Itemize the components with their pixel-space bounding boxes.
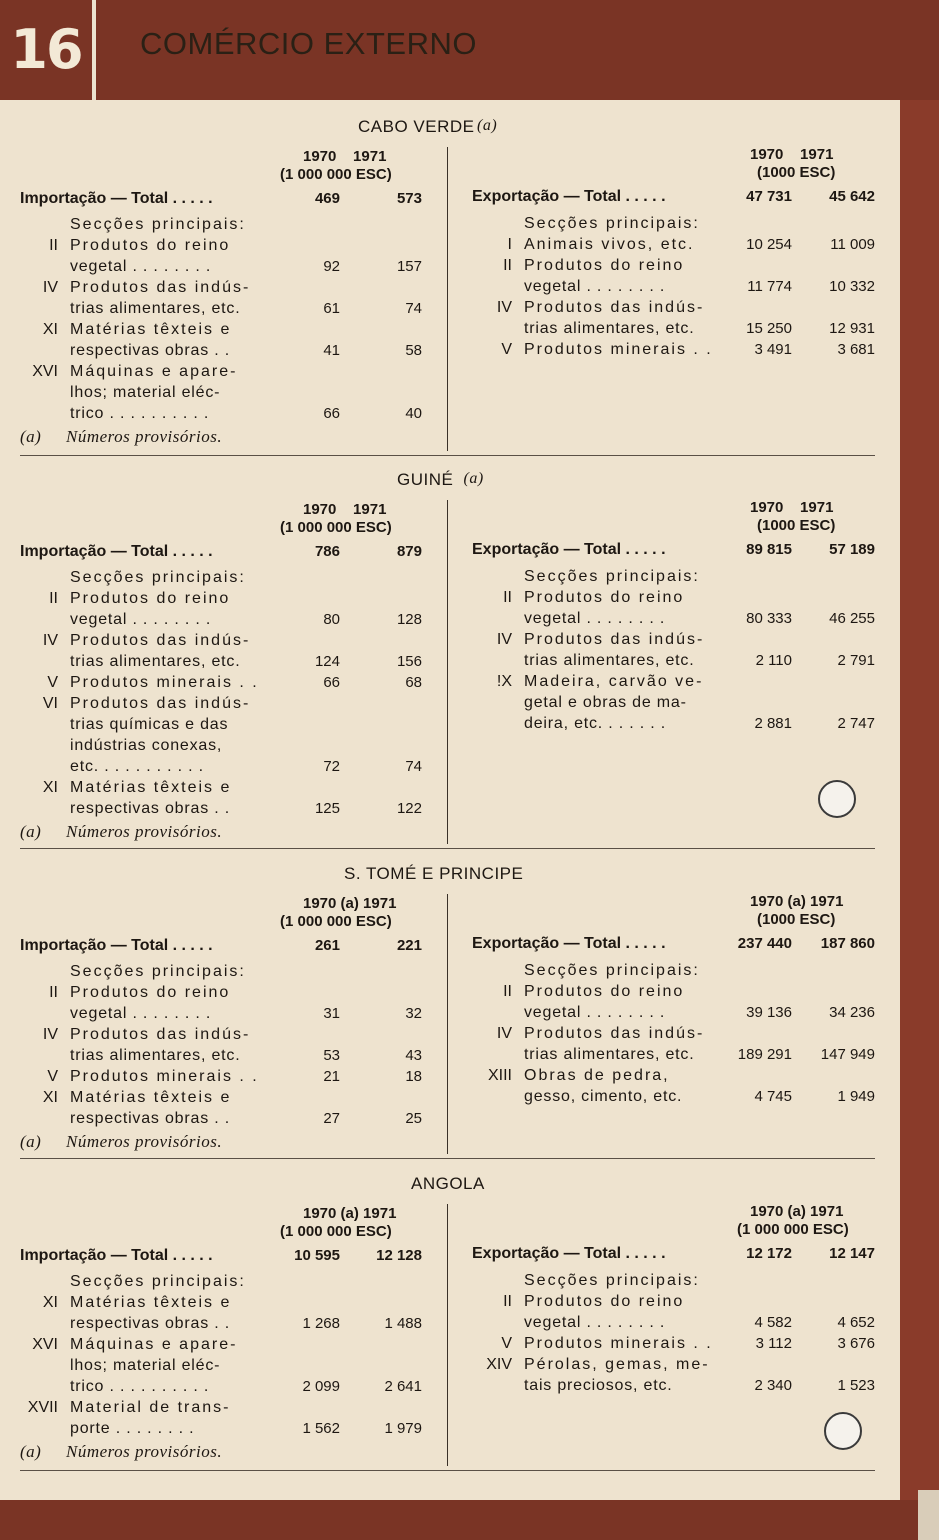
export-section-roman: II bbox=[503, 257, 512, 274]
export-value-1970: 2 881 bbox=[754, 715, 792, 732]
export-value-1970: 189 291 bbox=[737, 1046, 792, 1063]
import-total-1971: 573 bbox=[396, 190, 422, 207]
export-section-label: getal e obras de ma- bbox=[524, 694, 687, 711]
import-section-label: indústrias conexas, bbox=[70, 737, 223, 754]
import-section-label: respectivas obras . . bbox=[70, 1110, 230, 1127]
import-total-1970: 786 bbox=[314, 543, 340, 560]
import-section-label: Material de trans- bbox=[70, 1399, 231, 1416]
import-section-roman: XI bbox=[42, 321, 58, 338]
export-section-roman: II bbox=[503, 589, 512, 606]
import-section-label: Matérias têxteis e bbox=[70, 321, 232, 338]
import-total-label: Importação — Total . . . . . bbox=[20, 543, 213, 560]
import-section-roman: VI bbox=[42, 695, 58, 712]
section-separator bbox=[20, 848, 875, 849]
import-value-1970: 41 bbox=[323, 342, 340, 359]
export-section-roman: V bbox=[501, 1335, 512, 1352]
footnote-mark: (a) bbox=[20, 1132, 42, 1151]
import-value-1970: 92 bbox=[323, 258, 340, 275]
page-title: COMÉRCIO EXTERNO bbox=[140, 26, 477, 61]
export-section-label: Produtos do reino bbox=[524, 983, 685, 1000]
import-subhead: Secções principais: bbox=[70, 963, 246, 980]
import-section-roman: XI bbox=[42, 1089, 58, 1106]
footnote-mark: (a) bbox=[20, 427, 42, 446]
export-total-1971: 12 147 bbox=[829, 1245, 875, 1262]
import-value-1970: 27 bbox=[323, 1110, 340, 1127]
import-section-roman: V bbox=[47, 674, 58, 691]
export-value-1971: 147 949 bbox=[820, 1046, 875, 1063]
export-section-roman: II bbox=[503, 1293, 512, 1310]
section-separator bbox=[20, 455, 875, 456]
footnote-text: Números provisórios. bbox=[66, 1442, 223, 1461]
import-total-label: Importação — Total . . . . . bbox=[20, 937, 213, 954]
import-value-1970: 31 bbox=[323, 1005, 340, 1022]
export-section-label: trias alimentares, etc. bbox=[524, 320, 695, 337]
export-section-label: trias alimentares, etc. bbox=[524, 1046, 695, 1063]
export-value-1970: 15 250 bbox=[746, 320, 792, 337]
import-total-label: Importação — Total . . . . . bbox=[20, 1247, 213, 1264]
import-subhead: Secções principais: bbox=[70, 1273, 246, 1290]
export-total-1971: 187 860 bbox=[820, 935, 875, 952]
import-section-label: Produtos do reino bbox=[70, 237, 231, 254]
import-section-roman: II bbox=[49, 590, 58, 607]
export-subhead: Secções principais: bbox=[524, 568, 700, 585]
export-unit-header: (1000 ESC) bbox=[757, 164, 836, 181]
export-section-label: Produtos do reino bbox=[524, 589, 685, 606]
import-section-label: Produtos do reino bbox=[70, 590, 231, 607]
export-section-roman: XIII bbox=[487, 1067, 512, 1084]
export-value-1971: 1 523 bbox=[837, 1377, 875, 1394]
import-total-label: Importação — Total . . . . . bbox=[20, 190, 213, 207]
import-unit-header: (1 000 000 ESC) bbox=[280, 1223, 392, 1240]
export-total-label: Exportação — Total . . . . . bbox=[472, 1245, 666, 1262]
export-value-1970: 80 333 bbox=[746, 610, 792, 627]
section-separator bbox=[20, 1158, 875, 1159]
import-years-header: 1970 1971 bbox=[303, 501, 387, 518]
import-section-label: Produtos do reino bbox=[70, 984, 231, 1001]
import-section-label: respectivas obras . . bbox=[70, 1315, 230, 1332]
import-section-label: Produtos das indús- bbox=[70, 1026, 251, 1043]
export-years-header: 1970 1971 bbox=[750, 499, 834, 516]
export-section-label: Madeira, carvão ve- bbox=[524, 673, 704, 690]
import-value-1970: 66 bbox=[323, 674, 340, 691]
import-value-1971: 1 979 bbox=[384, 1420, 422, 1437]
footnote-text: Números provisórios. bbox=[66, 427, 223, 446]
export-section-label: Produtos minerais . . bbox=[524, 1335, 713, 1352]
export-section-roman: II bbox=[503, 983, 512, 1000]
import-section-label: etc. . . . . . . . . . . bbox=[70, 758, 204, 775]
import-section-roman: IV bbox=[42, 1026, 58, 1043]
section-separator bbox=[20, 1470, 875, 1471]
export-value-1970: 39 136 bbox=[746, 1004, 792, 1021]
import-section-label: trias alimentares, etc. bbox=[70, 300, 241, 317]
export-section-label: vegetal . . . . . . . . bbox=[524, 1314, 666, 1331]
export-section-roman: V bbox=[501, 341, 512, 358]
import-section-label: Produtos minerais . . bbox=[70, 674, 259, 691]
export-section-label: tais preciosos, etc. bbox=[524, 1377, 673, 1394]
import-section-roman: II bbox=[49, 237, 58, 254]
country-note-mark: (a) bbox=[477, 117, 498, 134]
import-section-label: trias químicas e das bbox=[70, 716, 229, 733]
export-section-label: Animais vivos, etc. bbox=[524, 236, 695, 253]
import-value-1970: 1 268 bbox=[302, 1315, 340, 1332]
country-name: ANGOLA bbox=[411, 1174, 485, 1193]
export-section-label: Produtos do reino bbox=[524, 1293, 685, 1310]
right-border-strip bbox=[900, 100, 939, 1540]
export-total-label: Exportação — Total . . . . . bbox=[472, 935, 666, 952]
import-section-roman: XI bbox=[42, 779, 58, 796]
import-value-1971: 2 641 bbox=[384, 1378, 422, 1395]
export-section-roman: IV bbox=[496, 299, 512, 316]
export-total-label: Exportação — Total . . . . . bbox=[472, 541, 666, 558]
import-value-1971: 1 488 bbox=[384, 1315, 422, 1332]
import-value-1971: 74 bbox=[405, 758, 422, 775]
footnote-mark: (a) bbox=[20, 822, 42, 841]
export-years-header: 1970 (a) 1971 bbox=[750, 1203, 844, 1220]
export-value-1971: 46 255 bbox=[829, 610, 875, 627]
import-value-1971: 25 bbox=[405, 1110, 422, 1127]
import-value-1970: 61 bbox=[323, 300, 340, 317]
export-value-1970: 10 254 bbox=[746, 236, 792, 253]
export-section-label: vegetal . . . . . . . . bbox=[524, 1004, 666, 1021]
export-unit-header: (1000 ESC) bbox=[757, 517, 836, 534]
column-divider bbox=[447, 1204, 448, 1466]
import-unit-header: (1 000 000 ESC) bbox=[280, 913, 392, 930]
export-section-label: gesso, cimento, etc. bbox=[524, 1088, 683, 1105]
footnote-text: Números provisórios. bbox=[66, 822, 223, 841]
import-section-label: porte . . . . . . . . bbox=[70, 1420, 195, 1437]
hole-punch bbox=[824, 1412, 862, 1450]
import-value-1971: 18 bbox=[405, 1068, 422, 1085]
import-section-label: Produtos das indús- bbox=[70, 632, 251, 649]
export-total-1970: 12 172 bbox=[746, 1245, 792, 1262]
import-section-label: trico . . . . . . . . . . bbox=[70, 405, 210, 422]
import-section-roman: IV bbox=[42, 632, 58, 649]
export-value-1970: 3 112 bbox=[755, 1335, 792, 1352]
import-unit-header: (1 000 000 ESC) bbox=[280, 519, 392, 536]
export-unit-header: (1 000 000 ESC) bbox=[737, 1221, 849, 1238]
export-unit-header: (1000 ESC) bbox=[757, 911, 836, 928]
export-value-1970: 3 491 bbox=[754, 341, 792, 358]
export-value-1971: 11 009 bbox=[830, 236, 875, 253]
export-value-1970: 4 582 bbox=[754, 1314, 792, 1331]
import-value-1970: 2 099 bbox=[302, 1378, 340, 1395]
import-value-1971: 68 bbox=[405, 674, 422, 691]
import-years-header: 1970 (a) 1971 bbox=[303, 1205, 397, 1222]
import-years-header: 1970 (a) 1971 bbox=[303, 895, 397, 912]
import-value-1970: 125 bbox=[314, 800, 340, 817]
import-section-label: respectivas obras . . bbox=[70, 342, 230, 359]
export-total-1970: 89 815 bbox=[746, 541, 792, 558]
import-total-1971: 12 128 bbox=[376, 1247, 422, 1264]
import-total-1970: 469 bbox=[314, 190, 340, 207]
import-section-roman: XVII bbox=[27, 1399, 58, 1416]
import-section-roman: XVI bbox=[32, 1336, 58, 1353]
import-section-label: trias alimentares, etc. bbox=[70, 1047, 241, 1064]
export-years-header: 1970 (a) 1971 bbox=[750, 893, 844, 910]
export-subhead: Secções principais: bbox=[524, 1272, 700, 1289]
export-value-1971: 3 676 bbox=[837, 1335, 875, 1352]
import-total-1971: 221 bbox=[396, 937, 422, 954]
import-section-label: respectivas obras . . bbox=[70, 800, 230, 817]
import-value-1971: 156 bbox=[396, 653, 422, 670]
export-total-1970: 237 440 bbox=[737, 935, 792, 952]
import-section-label: Matérias têxteis e bbox=[70, 1294, 232, 1311]
import-value-1970: 21 bbox=[323, 1068, 340, 1085]
export-section-label: Pérolas, gemas, me- bbox=[524, 1356, 710, 1373]
export-value-1971: 34 236 bbox=[829, 1004, 875, 1021]
import-value-1970: 72 bbox=[323, 758, 340, 775]
export-section-roman: I bbox=[507, 236, 512, 253]
import-value-1970: 80 bbox=[323, 611, 340, 628]
import-value-1971: 43 bbox=[405, 1047, 422, 1064]
export-total-1971: 57 189 bbox=[829, 541, 875, 558]
export-section-label: Produtos do reino bbox=[524, 257, 685, 274]
export-years-header: 1970 1971 bbox=[750, 146, 834, 163]
column-divider bbox=[447, 894, 448, 1154]
import-section-label: trico . . . . . . . . . . bbox=[70, 1378, 210, 1395]
export-section-roman: !X bbox=[496, 673, 512, 690]
import-value-1970: 124 bbox=[314, 653, 340, 670]
export-section-label: trias alimentares, etc. bbox=[524, 652, 695, 669]
import-section-roman: V bbox=[47, 1068, 58, 1085]
export-section-label: Produtos minerais . . bbox=[524, 341, 713, 358]
import-subhead: Secções principais: bbox=[70, 569, 246, 586]
import-value-1970: 66 bbox=[323, 405, 340, 422]
export-subhead: Secções principais: bbox=[524, 962, 700, 979]
export-section-label: Produtos das indús- bbox=[524, 631, 705, 648]
import-section-label: trias alimentares, etc. bbox=[70, 653, 241, 670]
import-value-1971: 32 bbox=[405, 1005, 422, 1022]
export-section-roman: XIV bbox=[486, 1356, 512, 1373]
import-section-label: Máquinas e apare- bbox=[70, 363, 238, 380]
export-section-label: Produtos das indús- bbox=[524, 1025, 705, 1042]
import-value-1971: 74 bbox=[405, 300, 422, 317]
export-value-1971: 12 931 bbox=[829, 320, 875, 337]
export-value-1971: 2 747 bbox=[837, 715, 875, 732]
export-value-1971: 10 332 bbox=[829, 278, 875, 295]
import-section-roman: XI bbox=[42, 1294, 58, 1311]
import-value-1971: 58 bbox=[405, 342, 422, 359]
export-section-label: vegetal . . . . . . . . bbox=[524, 278, 666, 295]
country-name: S. TOMÉ E PRINCIPE bbox=[344, 864, 524, 883]
import-value-1971: 157 bbox=[396, 258, 422, 275]
column-divider bbox=[447, 147, 448, 451]
export-total-1970: 47 731 bbox=[746, 188, 792, 205]
bottom-border-strip bbox=[0, 1500, 939, 1540]
import-value-1970: 53 bbox=[323, 1047, 340, 1064]
import-section-label: vegetal . . . . . . . . bbox=[70, 1005, 212, 1022]
hole-punch bbox=[818, 780, 856, 818]
column-divider bbox=[447, 500, 448, 844]
import-section-label: Produtos das indús- bbox=[70, 695, 251, 712]
import-total-1971: 879 bbox=[396, 543, 422, 560]
export-value-1970: 11 774 bbox=[747, 278, 792, 295]
header-divider bbox=[92, 0, 96, 100]
export-total-1971: 45 642 bbox=[829, 188, 875, 205]
export-section-roman: IV bbox=[496, 1025, 512, 1042]
import-section-roman: XVI bbox=[32, 363, 58, 380]
import-section-roman: II bbox=[49, 984, 58, 1001]
import-section-label: lhos; material eléc- bbox=[70, 1357, 221, 1374]
import-section-label: lhos; material eléc- bbox=[70, 384, 221, 401]
export-value-1970: 4 745 bbox=[754, 1088, 792, 1105]
country-name: GUINÉ bbox=[397, 470, 454, 489]
import-total-1970: 10 595 bbox=[294, 1247, 340, 1264]
import-value-1971: 128 bbox=[396, 611, 422, 628]
import-section-label: Matérias têxteis e bbox=[70, 779, 232, 796]
import-section-label: Produtos das indús- bbox=[70, 279, 251, 296]
import-value-1970: 1 562 bbox=[302, 1420, 340, 1437]
export-value-1970: 2 110 bbox=[755, 652, 792, 669]
page-edge bbox=[918, 1490, 939, 1540]
export-section-label: Obras de pedra, bbox=[524, 1067, 670, 1084]
import-unit-header: (1 000 000 ESC) bbox=[280, 166, 392, 183]
import-section-label: Produtos minerais . . bbox=[70, 1068, 259, 1085]
export-value-1971: 1 949 bbox=[837, 1088, 875, 1105]
import-years-header: 1970 1971 bbox=[303, 148, 387, 165]
import-total-1970: 261 bbox=[314, 937, 340, 954]
import-section-label: Matérias têxteis e bbox=[70, 1089, 232, 1106]
export-subhead: Secções principais: bbox=[524, 215, 700, 232]
export-section-label: vegetal . . . . . . . . bbox=[524, 610, 666, 627]
export-section-label: Produtos das indús- bbox=[524, 299, 705, 316]
import-value-1971: 122 bbox=[396, 800, 422, 817]
footnote-text: Números provisórios. bbox=[66, 1132, 223, 1151]
export-value-1971: 4 652 bbox=[837, 1314, 875, 1331]
country-name: CABO VERDE bbox=[358, 117, 475, 136]
export-value-1970: 2 340 bbox=[754, 1377, 792, 1394]
import-value-1971: 40 bbox=[405, 405, 422, 422]
import-section-label: vegetal . . . . . . . . bbox=[70, 611, 212, 628]
import-subhead: Secções principais: bbox=[70, 216, 246, 233]
export-section-roman: IV bbox=[496, 631, 512, 648]
export-section-label: deira, etc. . . . . . . bbox=[524, 715, 667, 732]
export-value-1971: 2 791 bbox=[837, 652, 875, 669]
country-note-mark: (a) bbox=[463, 470, 484, 487]
export-total-label: Exportação — Total . . . . . bbox=[472, 188, 666, 205]
export-value-1971: 3 681 bbox=[837, 341, 875, 358]
page-number: 16 bbox=[10, 18, 82, 81]
import-section-label: Máquinas e apare- bbox=[70, 1336, 238, 1353]
import-section-roman: IV bbox=[42, 279, 58, 296]
footnote-mark: (a) bbox=[20, 1442, 42, 1461]
import-section-label: vegetal . . . . . . . . bbox=[70, 258, 212, 275]
